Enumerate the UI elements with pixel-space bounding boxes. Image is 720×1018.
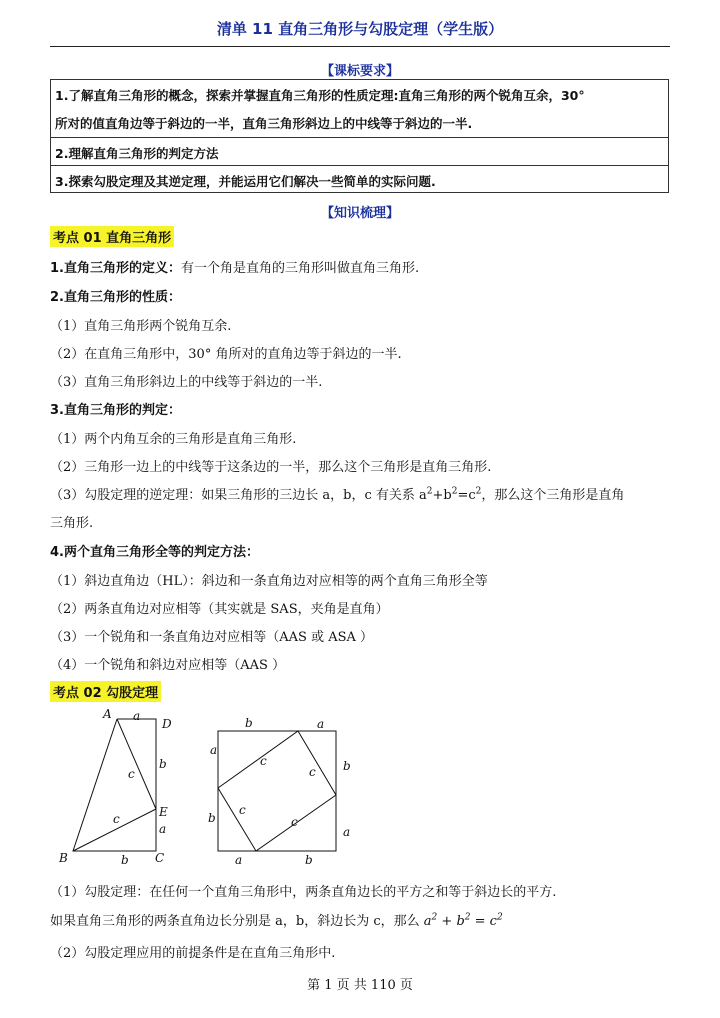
sq-label-b-left: b bbox=[208, 811, 216, 825]
standards-box bbox=[50, 79, 669, 193]
judgement-title: 3.直角三角形的判定： bbox=[50, 403, 181, 418]
sq-label-c-left: c bbox=[239, 803, 246, 817]
label-b-right: b bbox=[159, 757, 167, 771]
property-title: 2.直角三角形的性质： bbox=[50, 290, 181, 305]
label-A: A bbox=[103, 708, 112, 721]
congruence-item: （3）一个锐角和一条直角边对应相等（AAS 或 ASA ） bbox=[50, 630, 374, 645]
sq-label-c-right: c bbox=[309, 765, 316, 779]
definition-text: 有一个角是直角的三角形叫做直角三角形. bbox=[180, 261, 420, 276]
judgement-item-converse: （3）勾股定理的逆定理：如果三角形的三边长 a，b，c 有关系 $a^2+b^2=c^2$，那么这个三角形是直角 bbox=[50, 486, 625, 503]
sq-label-c-lower: c bbox=[291, 815, 298, 829]
label-c-lower: c bbox=[113, 812, 120, 826]
trapezoid-proof-figure bbox=[73, 719, 156, 851]
page-footer: 第 1 页 共 110 页 bbox=[307, 978, 413, 993]
label-D: D bbox=[162, 717, 172, 731]
standards-heading: 【课标要求】 bbox=[320, 64, 399, 79]
sq-label-c-upper: c bbox=[260, 754, 267, 768]
property-item: （3）直角三角形斜边上的中线等于斜边的一半. bbox=[50, 375, 323, 390]
sq-label-b-right: b bbox=[343, 759, 351, 773]
standards-line-3: 2.理解直角三角形的判定方法 bbox=[55, 146, 219, 161]
label-a-top: a bbox=[133, 709, 141, 723]
theorem-line: （1）勾股定理：在任何一个直角三角形中，两条直角边长的平方之和等于斜边长的平方. bbox=[50, 885, 557, 900]
label-c-upper: c bbox=[128, 767, 135, 781]
property-item: （1）直角三角形两个锐角互余. bbox=[50, 319, 232, 334]
label-C: C bbox=[155, 851, 165, 865]
standards-line-2: 所对的值直角边等于斜边的一半，直角三角形斜边上的中线等于斜边的一半. bbox=[55, 116, 473, 131]
standards-divider bbox=[51, 137, 668, 138]
definition-title: 1.直角三角形的定义： bbox=[50, 261, 181, 276]
sq-label-b-bottom: b bbox=[305, 853, 313, 867]
point1-label: 考点 01 直角三角形 bbox=[50, 226, 174, 247]
congruence-title: 4.两个直角三角形全等的判定方法： bbox=[50, 545, 259, 560]
segment-AE bbox=[117, 719, 156, 809]
point2-label: 考点 02 勾股定理 bbox=[50, 681, 161, 702]
judgement-item: （1）两个内角互余的三角形是直角三角形. bbox=[50, 432, 297, 447]
standards-line-1: 1.了解直角三角形的概念，探索并掌握直角三角形的性质定理:直角三角形的两个锐角互余，30° bbox=[55, 88, 585, 103]
inner-square bbox=[218, 731, 336, 851]
formula-prefix: 如果直角三角形的两条直角边长分别是 a，b，斜边长为 c，那么 bbox=[50, 914, 424, 929]
document-title: 清单 11 直角三角形与勾股定理（学生版） bbox=[216, 20, 504, 38]
sq-label-a-bottom: a bbox=[235, 853, 243, 867]
congruence-item: （2）两条直角边对应相等（其实就是 SAS，夹角是直角） bbox=[50, 602, 389, 617]
judgement-item: （2）三角形一边上的中线等于这条边的一半，那么这个三角形是直角三角形. bbox=[50, 460, 492, 475]
pythagoras-figures bbox=[55, 708, 355, 868]
property-item: （2）在直角三角形中，30° 角所对的直角边等于斜边的一半. bbox=[50, 347, 402, 362]
label-B: B bbox=[59, 851, 68, 865]
sq-label-a-right: a bbox=[343, 825, 351, 839]
sq-label-b-top: b bbox=[245, 716, 253, 730]
premise-line: （2）勾股定理应用的前提条件是在直角三角形中. bbox=[50, 946, 336, 961]
label-b-bottom: b bbox=[121, 853, 129, 867]
judgement-item-continued: 三角形. bbox=[50, 516, 94, 531]
sq-label-a-top: a bbox=[317, 717, 325, 731]
formula-line bbox=[50, 910, 503, 929]
standards-line-4: 3.探索勾股定理及其逆定理，并能运用它们解决一些简单的实际问题. bbox=[55, 174, 436, 189]
label-E: E bbox=[159, 805, 168, 819]
knowledge-heading: 【知识梳理】 bbox=[320, 206, 399, 221]
definition-line bbox=[50, 257, 419, 276]
title-underline bbox=[50, 46, 670, 47]
standards-divider bbox=[51, 165, 668, 166]
congruence-item: （1）斜边直角边（HL）：斜边和一条直角边对应相等的两个直角三角形全等 bbox=[50, 574, 488, 589]
formula: $a^2 + b^2 = c^2$ bbox=[423, 912, 503, 929]
congruence-item: （4）一个锐角和斜边对应相等（AAS ） bbox=[50, 658, 286, 673]
outer-square bbox=[218, 731, 336, 851]
sq-label-a-left: a bbox=[210, 743, 218, 757]
square-proof-figure bbox=[218, 731, 336, 851]
trapezoid-outline bbox=[73, 719, 156, 851]
label-a-right: a bbox=[159, 822, 167, 836]
